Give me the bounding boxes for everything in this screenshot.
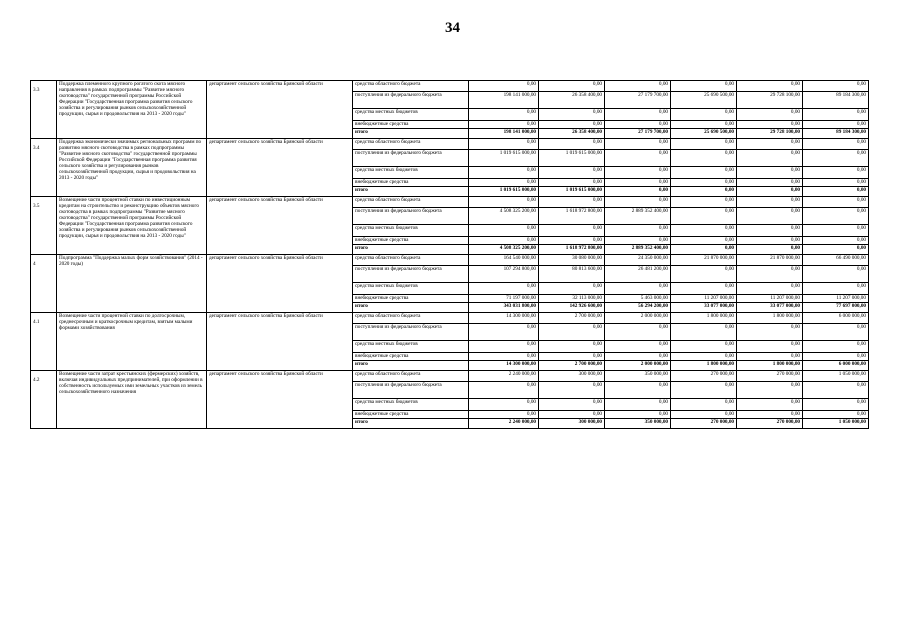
section-executor: департамент сельского хозяйства Брянской области xyxy=(207,255,353,313)
amount-cell: 270 000,00 xyxy=(671,371,737,382)
amount-cell: 0,00 xyxy=(469,109,539,121)
amount-cell: 0,00 xyxy=(737,208,803,225)
amount-cell: 0,00 xyxy=(671,139,737,150)
amount-cell: 0,00 xyxy=(605,283,671,295)
amount-cell: 0,00 xyxy=(803,197,869,208)
amount-cell: 0,00 xyxy=(671,399,737,411)
amount-cell: 2 240 000,00 xyxy=(469,371,539,382)
amount-cell: 1 019 615 000,00 xyxy=(469,150,539,167)
amount-cell: 0,00 xyxy=(737,121,803,129)
amount-cell: 0,00 xyxy=(469,179,539,187)
amount-cell: 26 481 200,00 xyxy=(605,266,671,283)
amount-cell: 0,00 xyxy=(803,382,869,399)
amount-cell: 0,00 xyxy=(803,167,869,179)
funding-source: итого xyxy=(353,303,469,313)
amount-cell: 0,00 xyxy=(605,197,671,208)
amount-cell: 0,00 xyxy=(605,341,671,353)
amount-cell: 33 077 000,00 xyxy=(671,303,737,313)
funding-source: внебюджетные средства xyxy=(353,121,469,129)
funding-source: средства местных бюджетов xyxy=(353,283,469,295)
amount-cell: 300 000,00 xyxy=(539,419,605,429)
amount-cell: 1 019 615 000,00 xyxy=(539,187,605,197)
amount-cell: 0,00 xyxy=(671,197,737,208)
budget-row xyxy=(31,197,869,208)
funding-source: внебюджетные средства xyxy=(353,295,469,303)
amount-cell: 4 508 325 200,00 xyxy=(469,245,539,255)
amount-cell: 0,00 xyxy=(803,411,869,419)
amount-cell: 300 000,00 xyxy=(539,371,605,382)
amount-cell: 107 294 800,00 xyxy=(469,266,539,283)
amount-cell: 0,00 xyxy=(539,237,605,245)
amount-cell: 0,00 xyxy=(539,109,605,121)
amount-cell: 0,00 xyxy=(737,411,803,419)
amount-cell: 0,00 xyxy=(737,341,803,353)
amount-cell: 0,00 xyxy=(737,382,803,399)
amount-cell: 0,00 xyxy=(671,187,737,197)
amount-cell: 0,00 xyxy=(671,324,737,341)
amount-cell: 0,00 xyxy=(803,121,869,129)
amount-cell: 0,00 xyxy=(803,341,869,353)
section-executor: департамент сельского хозяйства Брянской области xyxy=(207,81,353,139)
amount-cell: 0,00 xyxy=(469,353,539,361)
amount-cell: 0,00 xyxy=(737,245,803,255)
amount-cell: 0,00 xyxy=(803,266,869,283)
amount-cell: 0,00 xyxy=(539,353,605,361)
amount-cell: 1 050 000,00 xyxy=(803,419,869,429)
amount-cell: 343 031 800,00 xyxy=(469,303,539,313)
amount-cell: 270 000,00 xyxy=(737,419,803,429)
amount-cell: 0,00 xyxy=(605,121,671,129)
amount-cell: 0,00 xyxy=(469,283,539,295)
amount-cell: 0,00 xyxy=(605,109,671,121)
amount-cell: 0,00 xyxy=(605,353,671,361)
section-number: 3.4 xyxy=(31,139,57,197)
amount-cell: 0,00 xyxy=(737,324,803,341)
amount-cell: 0,00 xyxy=(605,179,671,187)
budget-row xyxy=(31,139,869,150)
amount-cell: 0,00 xyxy=(469,121,539,129)
funding-source: средства местных бюджетов xyxy=(353,399,469,411)
amount-cell: 89 184 300,00 xyxy=(803,92,869,109)
amount-cell: 11 207 000,00 xyxy=(803,295,869,303)
funding-source: средства местных бюджетов xyxy=(353,167,469,179)
section-executor: департамент сельского хозяйства Брянской области xyxy=(207,371,353,429)
funding-source: средства областного бюджета xyxy=(353,81,469,92)
funding-source: внебюджетные средства xyxy=(353,353,469,361)
amount-cell: 0,00 xyxy=(539,197,605,208)
amount-cell: 198 141 000,00 xyxy=(469,92,539,109)
amount-cell: 0,00 xyxy=(539,283,605,295)
amount-cell: 2 889 352 400,00 xyxy=(605,245,671,255)
amount-cell: 0,00 xyxy=(671,341,737,353)
amount-cell: 0,00 xyxy=(469,81,539,92)
amount-cell: 0,00 xyxy=(803,399,869,411)
amount-cell: 0,00 xyxy=(671,237,737,245)
amount-cell: 0,00 xyxy=(737,187,803,197)
amount-cell: 0,00 xyxy=(605,150,671,167)
amount-cell: 0,00 xyxy=(803,283,869,295)
funding-source: итого xyxy=(353,419,469,429)
amount-cell: 0,00 xyxy=(605,237,671,245)
amount-cell: 0,00 xyxy=(803,139,869,150)
funding-source: поступления из федерального бюджета xyxy=(353,208,469,225)
funding-source: средства областного бюджета xyxy=(353,313,469,324)
section-description: Возмещение части процентной ставки по инвестиционным кредитам на строительство и реконструкцию объектов мясного скотоводства в рамках подпрограммы "Развитие мясного скотоводства" государственной программы Российской Федерации "Государственная программа развития сельского хозяйства и регулирования рынков сельскохозяйственной продукции, сырья и продовольствия на 2013 - 2020 годы" xyxy=(57,197,207,255)
amount-cell: 0,00 xyxy=(469,197,539,208)
amount-cell: 0,00 xyxy=(737,81,803,92)
amount-cell: 30 080 000,00 xyxy=(539,255,605,266)
amount-cell: 0,00 xyxy=(539,324,605,341)
amount-cell: 0,00 xyxy=(539,167,605,179)
amount-cell: 2 000 000,00 xyxy=(605,361,671,371)
amount-cell: 142 926 600,00 xyxy=(539,303,605,313)
amount-cell: 27 179 700,00 xyxy=(605,92,671,109)
amount-cell: 270 000,00 xyxy=(737,371,803,382)
funding-source: поступления из федерального бюджета xyxy=(353,266,469,283)
amount-cell: 0,00 xyxy=(539,382,605,399)
section-executor: департамент сельского хозяйства Брянской области xyxy=(207,313,353,371)
amount-cell: 0,00 xyxy=(737,237,803,245)
amount-cell: 0,00 xyxy=(803,208,869,225)
amount-cell: 2 700 000,00 xyxy=(539,361,605,371)
amount-cell: 0,00 xyxy=(605,81,671,92)
amount-cell: 0,00 xyxy=(671,208,737,225)
section-executor: департамент сельского хозяйства Брянской области xyxy=(207,197,353,255)
amount-cell: 0,00 xyxy=(539,139,605,150)
amount-cell: 26 358 400,00 xyxy=(539,92,605,109)
amount-cell: 1 618 972 800,00 xyxy=(539,208,605,225)
amount-cell: 0,00 xyxy=(803,225,869,237)
amount-cell: 0,00 xyxy=(803,245,869,255)
amount-cell: 32 113 000,00 xyxy=(539,295,605,303)
amount-cell: 0,00 xyxy=(605,187,671,197)
amount-cell: 0,00 xyxy=(671,245,737,255)
amount-cell: 0,00 xyxy=(737,179,803,187)
funding-source: внебюджетные средства xyxy=(353,411,469,419)
funding-source: средства областного бюджета xyxy=(353,371,469,382)
budget-row xyxy=(31,371,869,382)
amount-cell: 0,00 xyxy=(671,225,737,237)
amount-cell: 0,00 xyxy=(469,324,539,341)
amount-cell: 6 000 000,00 xyxy=(803,313,869,324)
budget-row xyxy=(31,313,869,324)
amount-cell: 71 197 000,00 xyxy=(469,295,539,303)
amount-cell: 1 800 000,00 xyxy=(737,361,803,371)
amount-cell: 0,00 xyxy=(803,150,869,167)
funding-source: поступления из федерального бюджета xyxy=(353,324,469,341)
amount-cell: 0,00 xyxy=(737,150,803,167)
amount-cell: 0,00 xyxy=(671,109,737,121)
amount-cell: 0,00 xyxy=(671,179,737,187)
amount-cell: 26 358 400,00 xyxy=(539,129,605,139)
amount-cell: 0,00 xyxy=(737,139,803,150)
amount-cell: 0,00 xyxy=(671,382,737,399)
amount-cell: 4 508 325 200,00 xyxy=(469,208,539,225)
amount-cell: 24 350 000,00 xyxy=(605,255,671,266)
amount-cell: 0,00 xyxy=(469,341,539,353)
page-number: 34 xyxy=(445,20,460,36)
amount-cell: 80 813 600,00 xyxy=(539,266,605,283)
amount-cell: 0,00 xyxy=(803,324,869,341)
budget-row xyxy=(31,255,869,266)
budget-table xyxy=(30,80,869,429)
amount-cell: 0,00 xyxy=(469,382,539,399)
section-number: 4.1 xyxy=(31,313,57,371)
amount-cell: 0,00 xyxy=(539,341,605,353)
funding-source: средства областного бюджета xyxy=(353,197,469,208)
funding-source: внебюджетные средства xyxy=(353,179,469,187)
funding-source: средства областного бюджета xyxy=(353,255,469,266)
amount-cell: 27 179 700,00 xyxy=(605,129,671,139)
amount-cell: 0,00 xyxy=(803,353,869,361)
section-number: 4.2 xyxy=(31,371,57,429)
amount-cell: 0,00 xyxy=(469,167,539,179)
amount-cell: 0,00 xyxy=(469,225,539,237)
amount-cell: 11 207 000,00 xyxy=(737,295,803,303)
amount-cell: 66 490 000,00 xyxy=(803,255,869,266)
amount-cell: 0,00 xyxy=(605,411,671,419)
amount-cell: 0,00 xyxy=(539,411,605,419)
section-number: 3.5 xyxy=(31,197,57,255)
funding-source: средства местных бюджетов xyxy=(353,109,469,121)
amount-cell: 0,00 xyxy=(737,197,803,208)
amount-cell: 1 800 000,00 xyxy=(671,361,737,371)
amount-cell: 1 800 000,00 xyxy=(671,313,737,324)
amount-cell: 2 000 000,00 xyxy=(605,313,671,324)
amount-cell: 11 207 000,00 xyxy=(671,295,737,303)
amount-cell: 164 540 000,00 xyxy=(469,255,539,266)
amount-cell: 0,00 xyxy=(803,187,869,197)
amount-cell: 0,00 xyxy=(539,121,605,129)
section-description: Подпрограмма "Поддержка малых форм хозяйствования" (2014 - 2020 годы) xyxy=(57,255,207,313)
amount-cell: 2 700 000,00 xyxy=(539,313,605,324)
section-description: Возмещение части затрат крестьянских (фермерских) хозяйств, включая индивидуальных предпринимателей, при оформлении в собственность используемых ими земельных участков из земель сельскохозяйственного назначения xyxy=(57,371,207,429)
amount-cell: 1 019 615 000,00 xyxy=(469,187,539,197)
amount-cell: 0,00 xyxy=(469,139,539,150)
amount-cell: 0,00 xyxy=(671,283,737,295)
amount-cell: 0,00 xyxy=(671,411,737,419)
amount-cell: 0,00 xyxy=(737,266,803,283)
amount-cell: 0,00 xyxy=(469,399,539,411)
section-description: Возмещение части процентной ставки по долгосрочным, среднесрочным и краткосрочным кредитам, взятым малыми формами хозяйствования xyxy=(57,313,207,371)
amount-cell: 0,00 xyxy=(605,139,671,150)
amount-cell: 0,00 xyxy=(671,150,737,167)
funding-source: поступления из федерального бюджета xyxy=(353,382,469,399)
amount-cell: 1 800 000,00 xyxy=(737,313,803,324)
amount-cell: 0,00 xyxy=(737,225,803,237)
amount-cell: 0,00 xyxy=(671,266,737,283)
section-number: 4 xyxy=(31,255,57,313)
funding-source: итого xyxy=(353,245,469,255)
amount-cell: 0,00 xyxy=(737,283,803,295)
amount-cell: 1 050 000,00 xyxy=(803,371,869,382)
amount-cell: 21 870 000,00 xyxy=(671,255,737,266)
amount-cell: 0,00 xyxy=(671,167,737,179)
amount-cell: 1 019 615 000,00 xyxy=(539,150,605,167)
amount-cell: 0,00 xyxy=(605,225,671,237)
amount-cell: 0,00 xyxy=(737,109,803,121)
amount-cell: 0,00 xyxy=(803,81,869,92)
amount-cell: 0,00 xyxy=(605,399,671,411)
section-description: Поддержка экономически значимых региональных программ по развитию мясного скотоводства в рамках подпрограммы "Развитие мясного скотоводства" государственной программы Российской Федерации "Государственная программа развития сельского хозяйства и регулирования рынков сельскохозяйственной продукции, сырья и продовольствия на 2013 - 2020 годы" xyxy=(57,139,207,197)
funding-source: средства областного бюджета xyxy=(353,139,469,150)
amount-cell: 1 618 972 800,00 xyxy=(539,245,605,255)
amount-cell: 29 728 100,00 xyxy=(737,92,803,109)
amount-cell: 21 870 000,00 xyxy=(737,255,803,266)
amount-cell: 2 240 000,00 xyxy=(469,419,539,429)
amount-cell: 6 000 000,00 xyxy=(803,361,869,371)
section-executor: департамент сельского хозяйства Брянской области xyxy=(207,139,353,197)
funding-source: итого xyxy=(353,187,469,197)
amount-cell: 5 463 000,00 xyxy=(605,295,671,303)
amount-cell: 0,00 xyxy=(469,237,539,245)
amount-cell: 350 000,00 xyxy=(605,419,671,429)
amount-cell: 0,00 xyxy=(803,109,869,121)
amount-cell: 33 077 000,00 xyxy=(737,303,803,313)
amount-cell: 0,00 xyxy=(539,81,605,92)
funding-source: итого xyxy=(353,129,469,139)
section-description: Поддержка племенного крупного рогатого скота мясного направления в рамках подпрограммы "Развитие мясного скотоводства" государственной программы Российской Федерации "Государственная программа развития сельского хозяйства и регулирования рынков сельскохозяйственной продукции, сырья и продовольствия на 2013 - 2020 годы" xyxy=(57,81,207,139)
amount-cell: 14 300 000,00 xyxy=(469,313,539,324)
amount-cell: 0,00 xyxy=(605,167,671,179)
funding-source: средства местных бюджетов xyxy=(353,225,469,237)
amount-cell: 198 141 000,00 xyxy=(469,129,539,139)
amount-cell: 0,00 xyxy=(469,411,539,419)
amount-cell: 350 000,00 xyxy=(605,371,671,382)
funding-source: поступления из федерального бюджета xyxy=(353,92,469,109)
amount-cell: 0,00 xyxy=(539,399,605,411)
funding-source: итого xyxy=(353,361,469,371)
amount-cell: 0,00 xyxy=(671,353,737,361)
amount-cell: 0,00 xyxy=(671,81,737,92)
amount-cell: 14 300 000,00 xyxy=(469,361,539,371)
amount-cell: 0,00 xyxy=(803,237,869,245)
amount-cell: 0,00 xyxy=(605,324,671,341)
budget-row xyxy=(31,81,869,92)
amount-cell: 77 697 000,00 xyxy=(803,303,869,313)
funding-source: внебюджетные средства xyxy=(353,237,469,245)
budget-table-body xyxy=(31,81,869,429)
amount-cell: 29 728 100,00 xyxy=(737,129,803,139)
amount-cell: 0,00 xyxy=(539,179,605,187)
amount-cell: 0,00 xyxy=(539,225,605,237)
amount-cell: 25 690 500,00 xyxy=(671,129,737,139)
amount-cell: 270 000,00 xyxy=(671,419,737,429)
amount-cell: 25 690 500,00 xyxy=(671,92,737,109)
amount-cell: 0,00 xyxy=(737,167,803,179)
amount-cell: 89 184 300,00 xyxy=(803,129,869,139)
funding-source: средства местных бюджетов xyxy=(353,341,469,353)
amount-cell: 0,00 xyxy=(737,353,803,361)
amount-cell: 56 294 200,00 xyxy=(605,303,671,313)
section-number: 3.3 xyxy=(31,81,57,139)
amount-cell: 0,00 xyxy=(671,121,737,129)
amount-cell: 2 889 352 400,00 xyxy=(605,208,671,225)
amount-cell: 0,00 xyxy=(737,399,803,411)
amount-cell: 0,00 xyxy=(803,179,869,187)
amount-cell: 0,00 xyxy=(605,382,671,399)
funding-source: поступления из федерального бюджета xyxy=(353,150,469,167)
